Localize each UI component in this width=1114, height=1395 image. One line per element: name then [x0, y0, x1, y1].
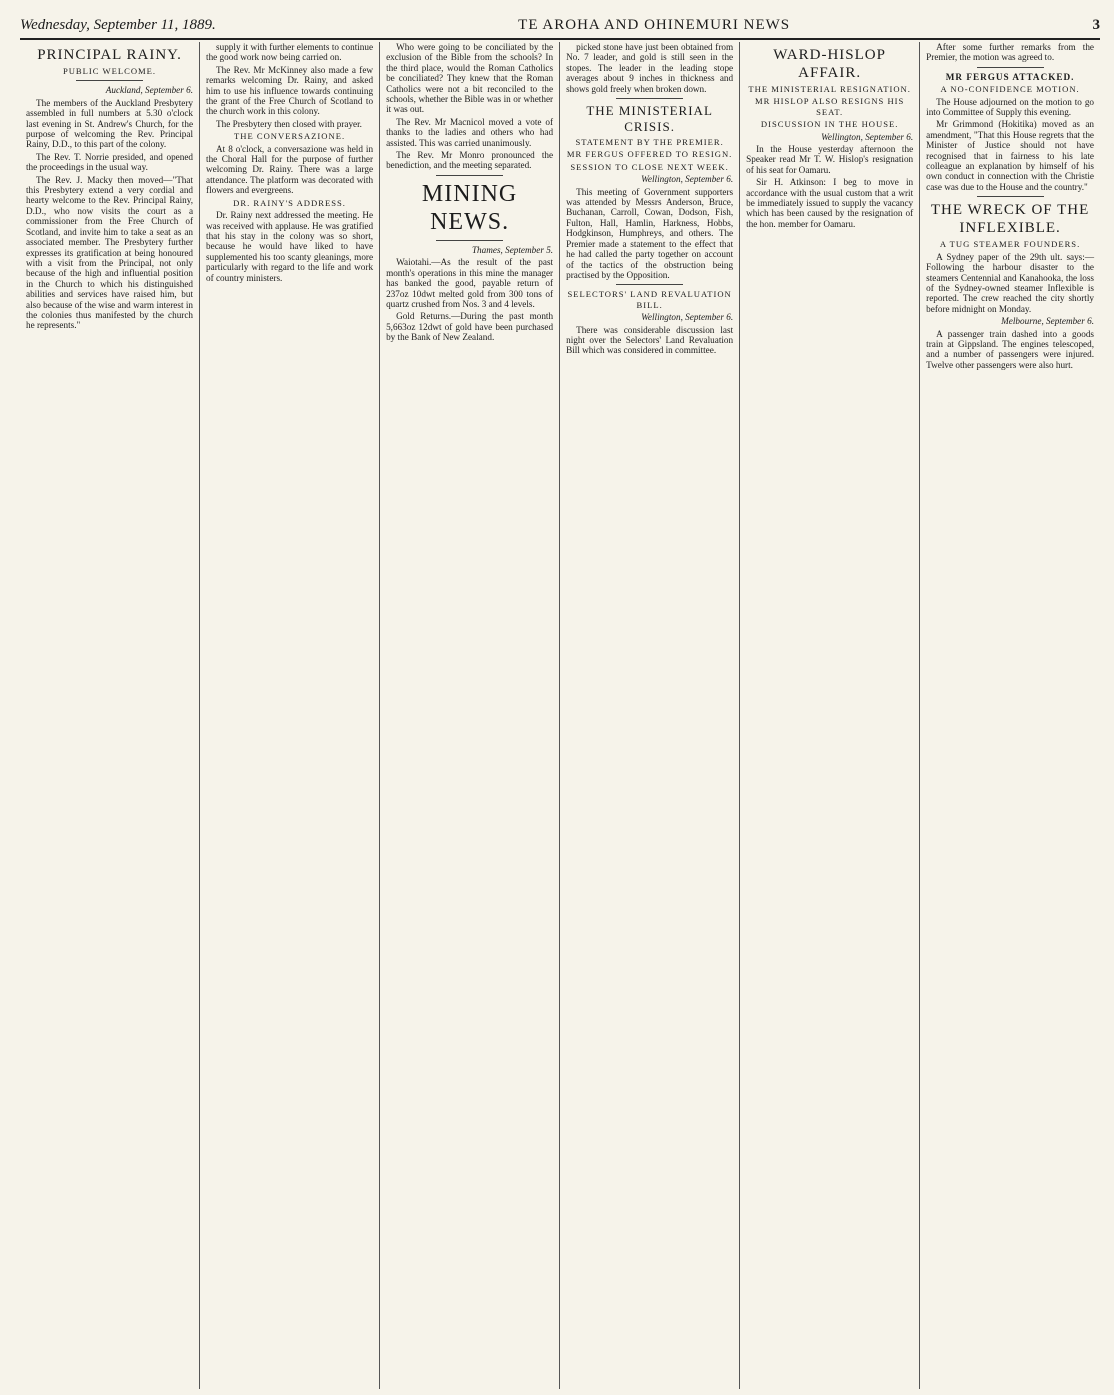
- paragraph: Sir H. Atkinson: I beg to move in accordance with the usual custom that a writ be immediately issued to supply the vacancy which has been caused by the resignation of the hon. member for Oamaru.: [746, 177, 914, 229]
- divider: [977, 67, 1044, 68]
- article-subheading: A NO-CONFIDENCE MOTION.: [940, 84, 1080, 95]
- article-subheading: DISCUSSION IN THE HOUSE.: [760, 119, 899, 130]
- paragraph: The Rev. Mr Macnicol moved a vote of thanks to the ladies and others who had assisted. This was carried unanimously.: [386, 116, 554, 148]
- paragraph: The Rev. Mr Monro pronounced the benediction, and the meeting separated.: [386, 150, 554, 171]
- divider: [436, 175, 503, 176]
- paragraph: The Rev. Mr McKinney also made a few remarks welcoming Dr. Rainy, and asked him to use his influence towards continuing the grant of the Free Church of Scotland to the church work in this colony.: [206, 64, 374, 117]
- column-2: [200, 42, 380, 1389]
- paragraph: In the House yesterday afternoon the Speaker read Mr T. W. Hislop's resignation of his seat for Oamaru.: [746, 144, 914, 175]
- article-heading: THE WRECK OF THE INFLEXIBLE.: [930, 202, 1090, 237]
- dateline: Wellington, September 6.: [641, 174, 734, 185]
- column-3: [380, 42, 560, 1389]
- column-4: [560, 42, 740, 1389]
- paragraph: picked stone have just been obtained from No. 7 leader, and gold is still seen in the stopes. The leader in the leading stope averages about 9 inches in thickness and shows gold freely when broken down.: [566, 42, 734, 94]
- article-subheading: SESSION TO CLOSE NEXT WEEK.: [570, 161, 729, 172]
- article-heading: MINING NEWS.: [421, 180, 518, 235]
- column-1: [20, 42, 200, 1389]
- divider: [616, 284, 683, 285]
- dateline: Wellington, September 6.: [821, 131, 914, 142]
- masthead: [20, 12, 1100, 40]
- paragraph: The members of the Auckland Presbytery assembled in full numbers at 5.30 o'clock last evening in St. Andrew's Church, for the purpose of welcoming the Rev. Principal Rainy, D.D., to this part of the colony.: [26, 97, 194, 150]
- article-subheading: PUBLIC WELCOME.: [62, 66, 157, 76]
- paragraph: Gold Returns.—During the past month 5,663oz 12dwt of gold have been purchased by the Bank of New Zealand.: [386, 311, 554, 343]
- article-heading: MR FERGUS ATTACKED.: [945, 71, 1075, 82]
- divider: [76, 80, 143, 81]
- paragraph: This meeting of Government supporters was attended by Messrs Anderson, Bruce, Buchanan, Carroll, Cowan, Dodson, Fish, Fulton, Hall, Hamlin, Harkness, Hobbs, Hodgkinson, Humphreys, and others. The Premier made a statement to the effect that he had called the party together on account of the tactics of the obstruction being practised by the Opposition.: [566, 186, 734, 280]
- section-subheading: THE CONVERSAZIONE.: [234, 131, 346, 142]
- article-heading: WARD-HISLOP AFFAIR.: [773, 47, 886, 81]
- paragraph: Who were going to be conciliated by the exclusion of the Bible from the schools? In the third place, would the Roman Catholics be conciliated? They knew that the Roman Catholics were not a bit reconciled to the schools, whether the Bible was in or whether it was out.: [386, 42, 554, 115]
- paragraph: There was considerable discussion last night over the Selectors' Land Revaluation Bill which was considered in committee.: [566, 324, 734, 356]
- dateline: Auckland, September 6.: [105, 85, 194, 96]
- section-subheading: DR. RAINY'S ADDRESS.: [233, 197, 346, 208]
- dateline: Melbourne, September 6.: [1001, 316, 1095, 327]
- article-subheading: MR HISLOP ALSO RESIGNS HIS SEAT.: [754, 96, 905, 117]
- dateline: Thames, September 5.: [471, 244, 554, 255]
- dateline: Wellington, September 6.: [641, 312, 734, 323]
- paragraph: At 8 o'clock, a conversazione was held in the Choral Hall for the purpose of further welcoming Dr. Rainy. There was a large attendance. The platform was decorated with flowers and evergreens.: [206, 143, 374, 196]
- paragraph: supply it with further elements to continue the good work now being carried on.: [206, 42, 374, 63]
- paragraph: A Sydney paper of the 29th ult. says:—Following the harbour disaster to the steamers Centennial and Kanahooka, the loss of the Sydney-owned steamer Inflexible is reported. The crew reached the city shortly before midnight on Monday.: [926, 251, 1095, 314]
- paragraph: Waiotahi.—As the result of the past month's operations in this mine the manager has banked the good, payable return of 237oz 10dwt melted gold from 300 tons of quartz crushed from Nos. 3 and 4 levels.: [386, 257, 554, 309]
- section-subheading: SELECTORS' LAND REVALUATION BILL.: [567, 289, 732, 310]
- paragraph: The Rev. T. Norrie presided, and opened the proceedings in the usual way.: [26, 151, 194, 173]
- divider: [616, 98, 683, 99]
- paragraph: After some further remarks from the Premier, the motion was agreed to.: [926, 42, 1095, 63]
- newspaper-columns: [20, 42, 1100, 1389]
- paragraph: The Rev. J. Macky then moved—"That this Presbytery extend a very cordial and hearty welcome to the Rev. Principal Rainy, D.D., who now visits the court as a commissioner from the Free Church of Scotland, and invite him to take a seat as an associated member. The Presbytery further expresses its gratification at being honoured with a visit from the Principal, not only because of the high and influential position in the Church to which his distinguished abilities and services have raised him, but also because of the wise and warm interest in the colonies thus manifested by the church he represents.": [26, 174, 194, 331]
- column-5: [740, 42, 920, 1389]
- paragraph: Mr Grimmond (Hokitika) moved as an amendment, "That this House regrets that the Minister of Justice should not have recognised that in fairness to his late colleague an explanation by himself of his own conduct in connection with the Christie case was due to the House and the country.": [926, 119, 1095, 192]
- divider: [977, 196, 1044, 197]
- newspaper-title: TE AROHA AND OHINEMURI NEWS: [518, 16, 791, 33]
- article-heading: PRINCIPAL RAINY.: [37, 47, 182, 63]
- paragraph: The House adjourned on the motion to go into Committee of Supply this evening.: [926, 96, 1095, 118]
- column-6: [920, 42, 1100, 1389]
- article-heading: THE MINISTERIAL CRISIS.: [586, 103, 713, 135]
- article-subheading: STATEMENT BY THE PREMIER.: [575, 137, 724, 148]
- article-subheading: THE MINISTERIAL RESIGNATION.: [748, 84, 911, 94]
- paragraph: Dr. Rainy next addressed the meeting. He was received with applause. He was gratified that his stay in the colony was so short, because he would have liked to have supplemented his too scanty gleanings, more particularly with regard to the life and work of country ministers.: [206, 210, 374, 283]
- issue-date: Wednesday, September 11, 1889.: [20, 16, 216, 33]
- paragraph: A passenger train dashed into a goods train at Gippsland. The engines telescoped, and a number of passengers were injured. Twelve other passengers were also hurt.: [926, 328, 1095, 370]
- article-subheading: MR FERGUS OFFERED TO RESIGN.: [566, 149, 733, 160]
- paragraph: The Presbytery then closed with prayer.: [216, 118, 362, 129]
- article-subheading: A TUG STEAMER FOUNDERS.: [939, 239, 1081, 250]
- divider: [436, 240, 503, 241]
- page-number: 3: [1092, 16, 1100, 33]
